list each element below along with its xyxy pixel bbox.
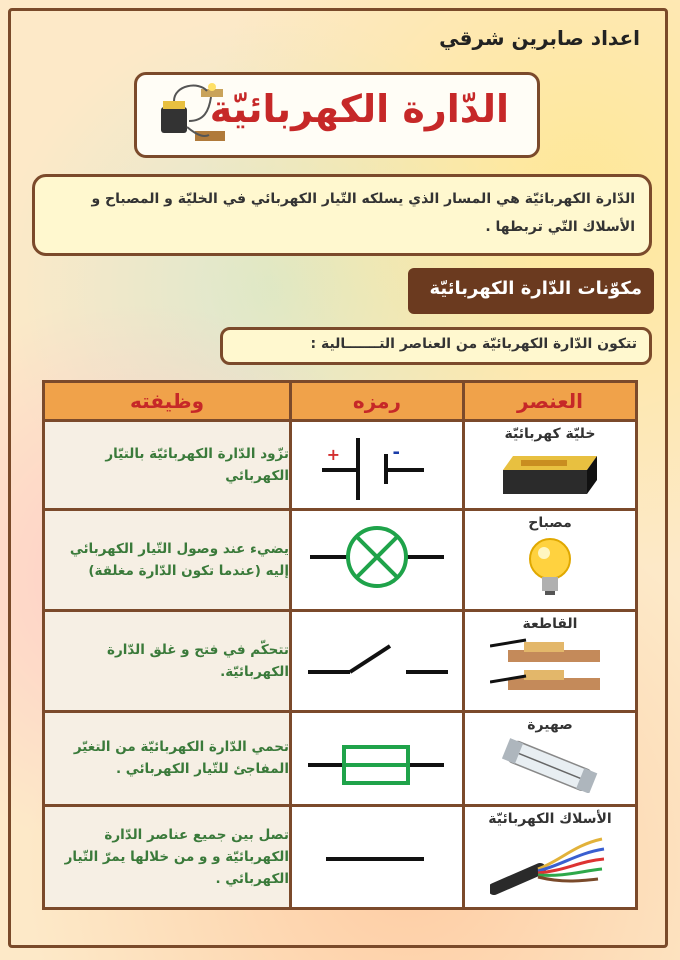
fuse-device-icon [495,737,605,793]
author-name: اعداد صابرين شرقي [439,26,640,50]
header-element: العنصر [464,382,637,421]
symbol-cell [291,421,464,510]
title-box [134,72,540,158]
table-row [44,510,637,611]
electric-wires-icon [490,831,610,895]
header-function: وظيفته [44,382,291,421]
table-row [44,805,637,908]
symbol-cell [291,510,464,611]
table-row [44,711,637,805]
page-title: الدّارة الكهربائيّة [209,87,509,131]
element-name: صهيرة [527,716,573,733]
header-symbol: رمزه [291,382,464,421]
element-name: مصباح [528,515,572,532]
function-cell: يضيء عند وصول التّيار الكهربائي إليه (عندما تكون الدّارة مغلقة) [44,510,291,611]
function-cell: تزّود الدّارة الكهربائيّة بالتيّار الكهربائي [44,421,291,510]
components-table [42,380,638,910]
element-name: الأسلاك الكهربائيّة [488,810,612,827]
function-cell: تحمي الدّارة الكهربائيّة من التغيّر المفاجئ للتّيار الكهربائي . [44,711,291,805]
element-cell [464,611,637,712]
wire-symbol-icon [292,807,462,911]
intro-text: تتكون الدّارة الكهربائيّة من العناصر التـــــــالية : [220,327,652,365]
table-row [44,421,637,510]
switch-symbol-icon [292,612,462,704]
table-row [44,611,637,712]
fuse-symbol-icon [292,713,462,811]
light-bulb-icon [520,535,580,597]
battery-cell-icon [495,446,605,498]
section-title: مكوّنات الدّارة الكهربائيّة [408,268,654,314]
element-name: خليّة كهربائيّة [504,426,596,442]
definition-box: الدّارة الكهربائيّة هي المسار الذي يسلكه التّيار الكهربائي في الخليّة و المصباح و الأسلاك التّي تربطها . [32,174,652,256]
table-header-row [44,382,637,421]
symbol-cell [291,611,464,712]
minus-sign: - [392,442,400,463]
function-cell: تصل بين جميع عناصر الدّارة الكهربائيّة و و من خلالها يمرّ التّيار الكهربائي . [44,805,291,908]
symbol-cell [291,805,464,908]
element-cell [464,805,637,908]
lamp-symbol-icon [292,511,462,603]
element-name: القاطعة [522,616,578,633]
element-cell [464,711,637,805]
element-cell [464,421,637,510]
battery-symbol-icon [292,422,462,518]
function-cell: تتحكّم في فتح و غلق الدّارة الكهربائيّة. [44,611,291,712]
element-cell [464,510,637,611]
switch-device-icon [490,636,610,698]
symbol-cell [291,711,464,805]
plus-sign: + [326,445,340,464]
